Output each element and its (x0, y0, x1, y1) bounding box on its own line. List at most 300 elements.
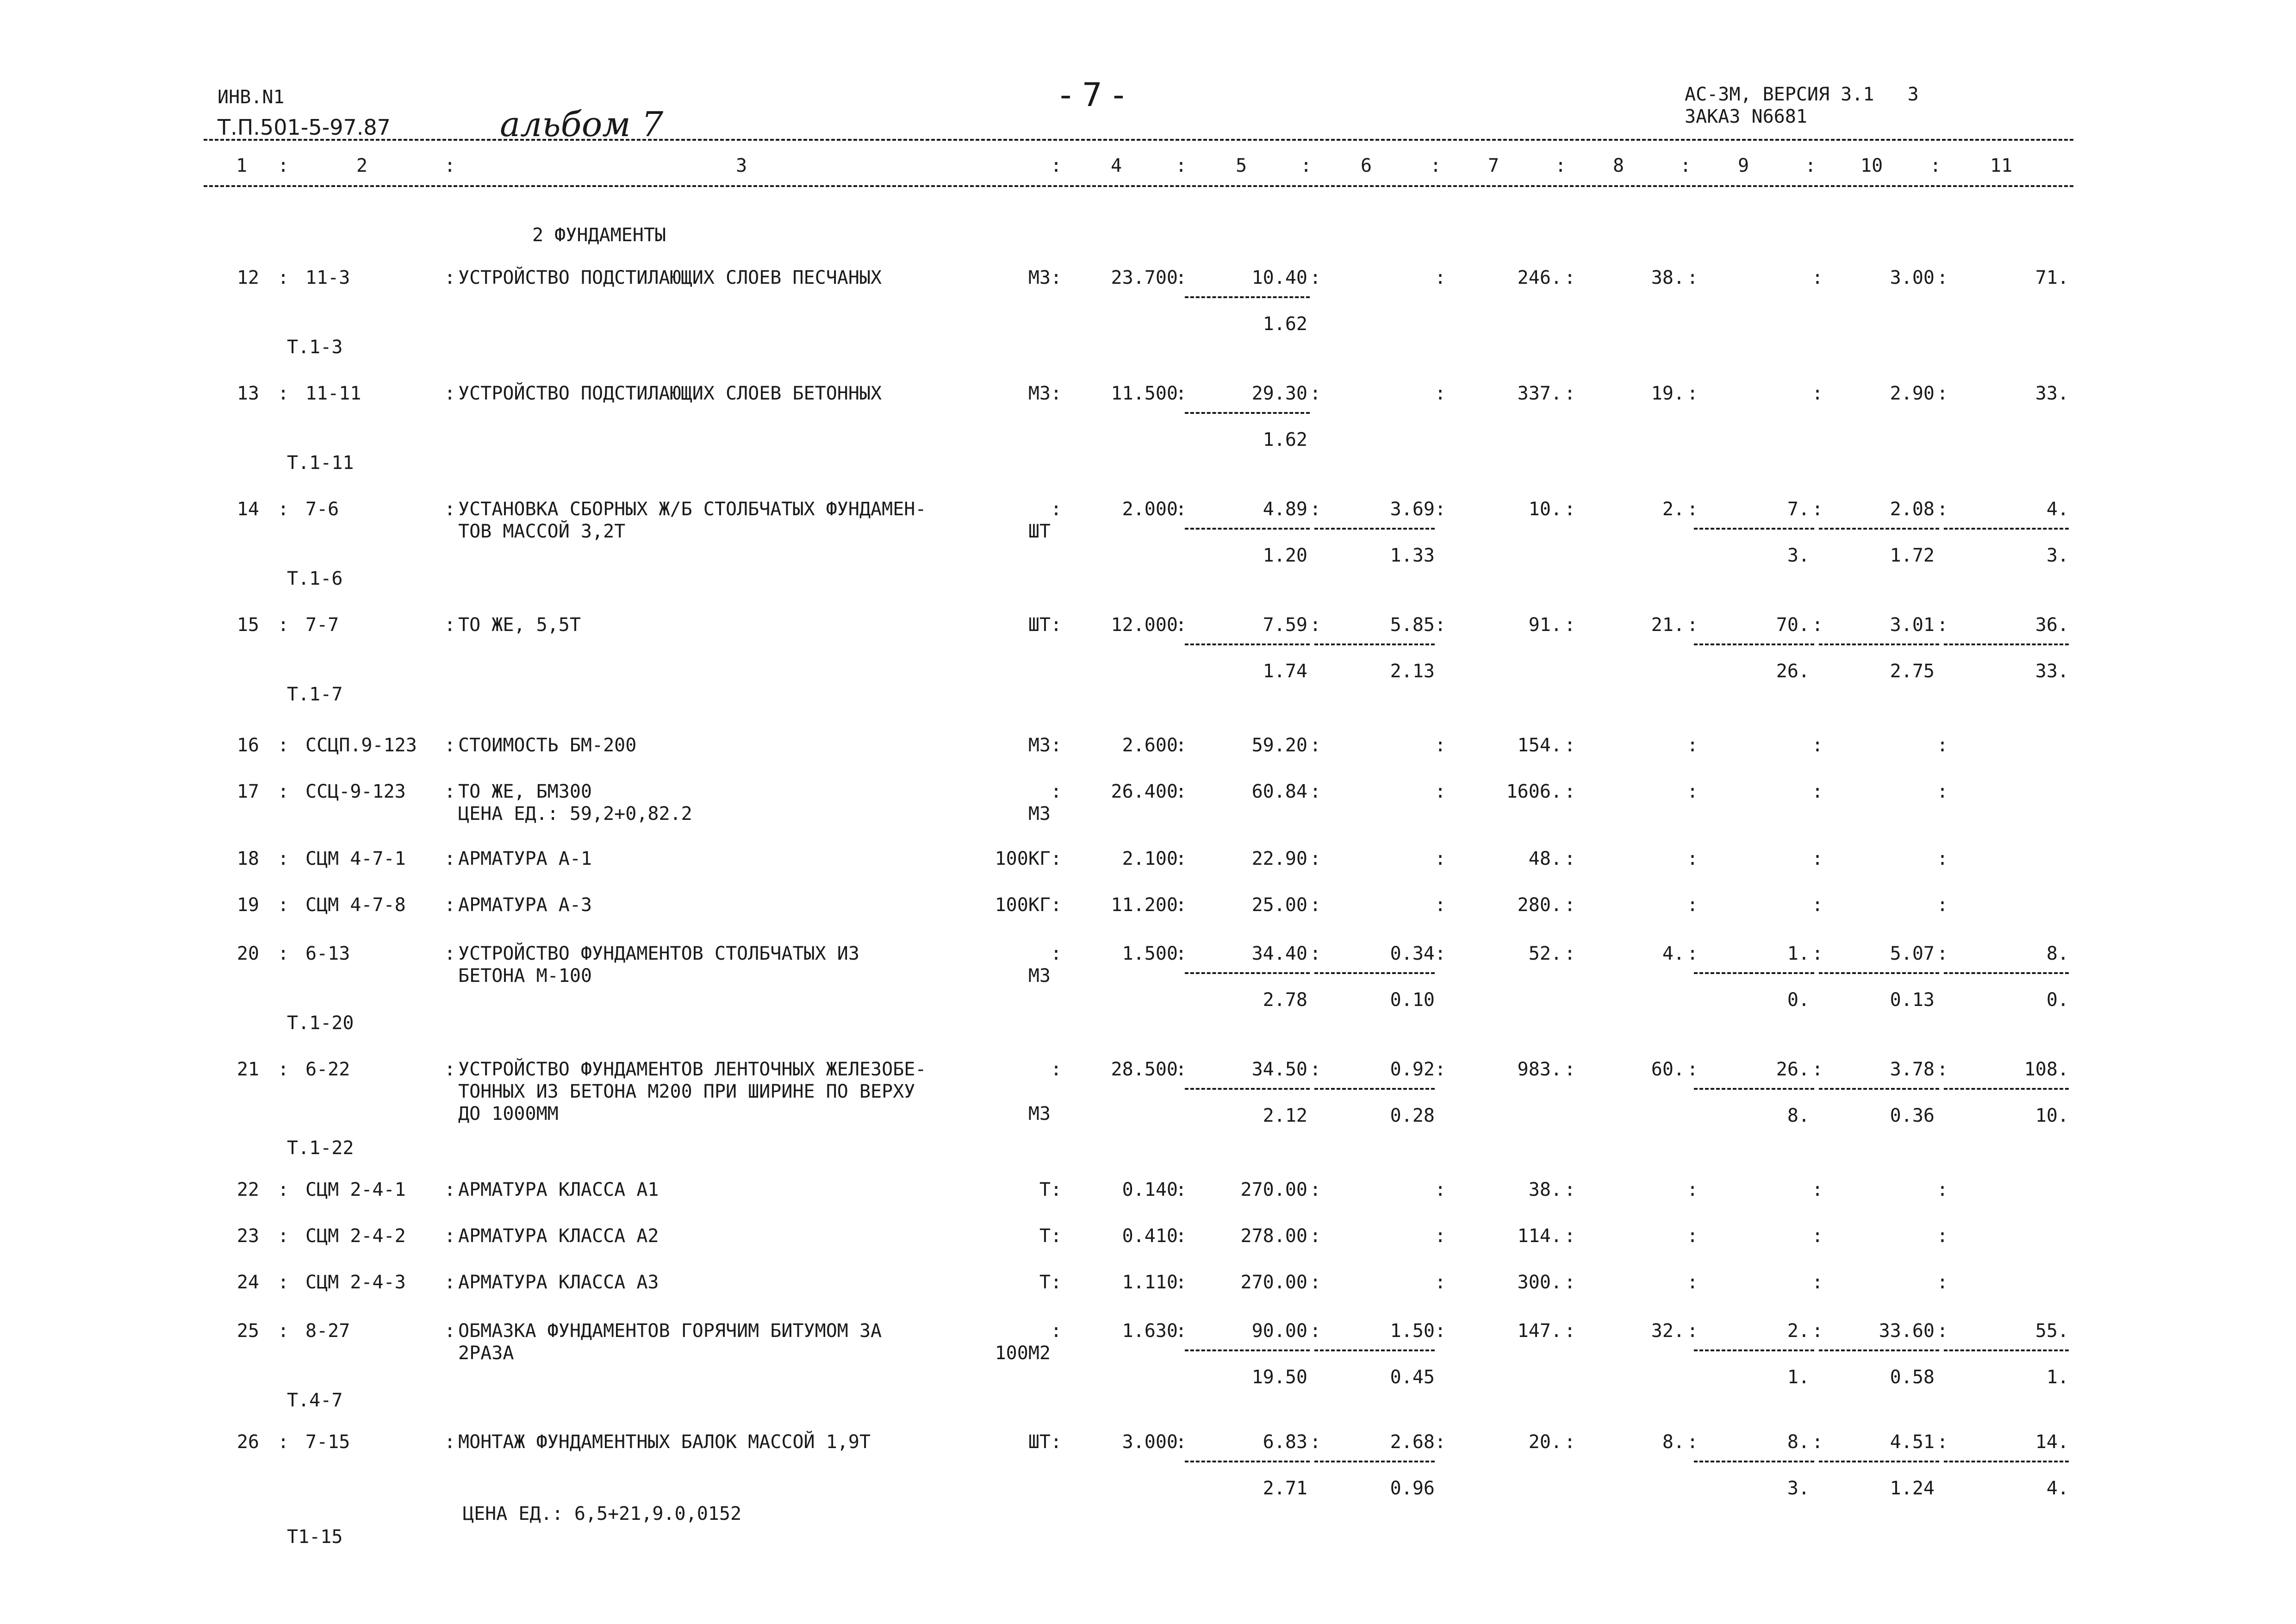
norm-code: 7-6 (305, 499, 339, 520)
column-separator: : (1687, 894, 1699, 916)
machine-total: 70. (1776, 614, 1810, 636)
column-separator: : (1937, 1059, 1948, 1080)
column-separator: : (1687, 1179, 1699, 1200)
reference-code: Т.4-7 (287, 1390, 343, 1411)
unit-cost-wages: 1.74 (1263, 661, 1307, 682)
machine-total-wages: 3. (1787, 1478, 1810, 1499)
labor-cost: 2. (1662, 499, 1685, 520)
unit-cost-wages: 2.78 (1263, 989, 1307, 1011)
norm-code: 11-11 (305, 383, 361, 404)
quantity: 0.140 (1122, 1179, 1178, 1200)
machine-cost-wages: 0.45 (1390, 1367, 1435, 1388)
column-separator: : (278, 781, 289, 802)
column-separator: : (1176, 1179, 1187, 1200)
column-separator: : (1687, 499, 1699, 520)
unit: М3 (1028, 267, 1051, 288)
work-description: УСТАНОВКА СБОРНЫХ Ж/Б СТОЛБЧАТЫХ ФУНДАМЕН- (458, 499, 927, 520)
column-separator: : (1176, 1272, 1187, 1293)
cell-divider (1185, 412, 1310, 414)
work-description: УСТРОЙСТВО ФУНДАМЕНТОВ СТОЛБЧАТЫХ ИЗ (458, 943, 859, 964)
column-separator: : (1812, 894, 1823, 916)
labor-total: 33. (2035, 383, 2069, 404)
column-separator: : (1812, 499, 1823, 520)
column-separator: : (1937, 943, 1948, 964)
column-separator: : (1435, 1272, 1446, 1293)
column-separator: : (1051, 499, 1062, 520)
unit-cost: 6.83 (1263, 1431, 1307, 1453)
unit-cost-wages: 1.62 (1263, 429, 1307, 450)
column-separator: : (1051, 1272, 1062, 1293)
work-description: АРМАТУРА А-1 (458, 848, 592, 869)
column-separator: : (1812, 614, 1823, 636)
work-description: ОБМАЗКА ФУНДАМЕНТОВ ГОРЯЧИМ БИТУМОМ ЗА (458, 1320, 882, 1342)
quantity: 23.700 (1111, 267, 1178, 288)
labor-total-wages: 3. (2046, 545, 2069, 566)
column-separator: : (1687, 383, 1699, 404)
machine-cost: 1.50 (1390, 1320, 1435, 1342)
labor-total-wages: 4. (2046, 1478, 2069, 1499)
unit: М3 (1028, 1103, 1051, 1124)
work-description: АРМАТУРА КЛАССА А2 (458, 1225, 659, 1247)
reference-code: Т.1-20 (287, 1012, 354, 1034)
cell-divider (1944, 528, 2069, 530)
column-separator: : (1687, 781, 1699, 802)
cell-divider (1185, 643, 1310, 645)
total-cost: 1606. (1506, 781, 1562, 802)
column-separator: : (278, 894, 289, 916)
column-number: 10 (1860, 155, 1883, 176)
column-separator: : (1051, 1225, 1062, 1247)
quantity: 0.410 (1122, 1225, 1178, 1247)
column-separator: : (1812, 383, 1823, 404)
column-separator: : (1812, 1320, 1823, 1342)
unit: ШТ (1028, 614, 1051, 636)
column-separator: : (1051, 1431, 1062, 1453)
column-separator: : (1435, 499, 1446, 520)
column-separator: : (1564, 1179, 1576, 1200)
cell-divider (1944, 1461, 2069, 1462)
total-cost: 52. (1528, 943, 1562, 964)
machine-total-wages: 26. (1776, 661, 1810, 682)
machine-cost-wages: 0.96 (1390, 1478, 1435, 1499)
cell-divider (1314, 1349, 1435, 1351)
unit: 100КГ (995, 894, 1051, 916)
machine-total: 2. (1787, 1320, 1810, 1342)
work-description: АРМАТУРА А-3 (458, 894, 592, 916)
work-description: МОНТАЖ ФУНДАМЕНТНЫХ БАЛОК МАССОЙ 1,9Т (458, 1431, 871, 1453)
column-separator: : (444, 1225, 456, 1247)
column-separator: : (1051, 848, 1062, 869)
labor-hours: 33.60 (1879, 1320, 1935, 1342)
machine-cost-wages: 0.28 (1390, 1105, 1435, 1126)
column-separator: : (1310, 1225, 1321, 1247)
reference-code: Т.1-22 (287, 1137, 354, 1159)
labor-hours: 3.78 (1890, 1059, 1935, 1080)
unit: М3 (1028, 383, 1051, 404)
column-separator: : (1687, 1431, 1699, 1453)
row-number: 19 (236, 894, 259, 916)
machine-total-wages: 3. (1787, 545, 1810, 566)
total-cost: 154. (1517, 735, 1562, 756)
machine-cost: 2.68 (1390, 1431, 1435, 1453)
footer-ref: Т1-15 (287, 1526, 343, 1548)
cell-divider (1944, 1088, 2069, 1090)
column-separator: : (444, 614, 456, 636)
cell-divider (1185, 1349, 1310, 1351)
column-separator: : (1435, 614, 1446, 636)
column-separator: : (278, 1225, 289, 1247)
column-separator: : (1176, 614, 1187, 636)
column-separator: : (1310, 1320, 1321, 1342)
column-separator: : (1937, 1272, 1948, 1293)
unit-cost: 10.40 (1251, 267, 1307, 288)
cell-divider (1314, 1088, 1435, 1090)
column-separator: : (444, 1059, 456, 1080)
column-separator: : (1051, 1179, 1062, 1200)
cell-divider (1819, 1088, 1939, 1090)
total-cost: 48. (1528, 848, 1562, 869)
work-description: ДО 1000ММ (458, 1103, 559, 1124)
cell-divider (1694, 528, 1814, 530)
column-separator: : (1937, 267, 1948, 288)
machine-cost-wages: 1.33 (1390, 545, 1435, 566)
column-separator: : (1687, 848, 1699, 869)
quantity: 1.630 (1122, 1320, 1178, 1342)
work-description: ТО ЖЕ, БМ300 (458, 781, 592, 802)
labor-total: 71. (2035, 267, 2069, 288)
work-description: СТОИМОСТЬ БМ-200 (458, 735, 637, 756)
column-separator: : (1937, 1431, 1948, 1453)
column-separator: : (1564, 781, 1576, 802)
column-separator: : (1812, 848, 1823, 869)
column-separator: : (1812, 1431, 1823, 1453)
column-separator: : (1051, 894, 1062, 916)
column-separator: : (1176, 735, 1187, 756)
machine-cost: 3.69 (1390, 499, 1435, 520)
work-description: 2РАЗА (458, 1343, 514, 1364)
machine-total-wages: 0. (1787, 989, 1810, 1011)
labor-total-wages: 1. (2046, 1367, 2069, 1388)
labor-hours: 5.07 (1890, 943, 1935, 964)
cell-divider (1314, 1461, 1435, 1462)
quantity: 2.600 (1122, 735, 1178, 756)
labor-hours-wages: 0.13 (1890, 989, 1935, 1011)
column-separator: : (1435, 1179, 1446, 1200)
labor-cost: 19. (1651, 383, 1685, 404)
column-separator: : (444, 1320, 456, 1342)
unit-cost: 270.00 (1240, 1272, 1307, 1293)
reference-code: Т.1-7 (287, 684, 343, 705)
column-separator: : (1687, 614, 1699, 636)
unit-cost: 60.84 (1251, 781, 1307, 802)
column-separator: : (1937, 894, 1948, 916)
norm-code: 11-3 (305, 267, 350, 288)
cell-divider (1314, 643, 1435, 645)
column-separator: : (444, 1179, 456, 1200)
column-separator: : (1937, 735, 1948, 756)
row-number: 20 (236, 943, 259, 964)
column-separator: : (444, 735, 456, 756)
unit-cost-wages: 2.12 (1263, 1105, 1307, 1126)
quantity: 1.110 (1122, 1272, 1178, 1293)
cell-divider (1314, 528, 1435, 530)
labor-total-wages: 33. (2035, 661, 2069, 682)
row-number: 15 (236, 614, 259, 636)
total-cost: 983. (1517, 1059, 1562, 1080)
column-separator: : (1812, 267, 1823, 288)
norm-code: 6-13 (305, 943, 350, 964)
column-number: 3 (736, 155, 747, 176)
unit-cost: 34.50 (1251, 1059, 1307, 1080)
machine-total: 7. (1787, 499, 1810, 520)
labor-cost: 60. (1651, 1059, 1685, 1080)
column-number: 11 (1990, 155, 2013, 176)
total-cost: 10. (1528, 499, 1562, 520)
unit: М3 (1028, 965, 1051, 987)
machine-cost-wages: 2.13 (1390, 661, 1435, 682)
cell-divider (1694, 1349, 1814, 1351)
row-number: 18 (236, 848, 259, 869)
tp-number: Т.П.501-5-97.87 (218, 115, 391, 140)
reference-code: Т.1-3 (287, 337, 343, 358)
labor-hours-wages: 0.36 (1890, 1105, 1935, 1126)
unit-cost: 90.00 (1251, 1320, 1307, 1342)
machine-total: 1. (1787, 943, 1810, 964)
labor-hours: 3.01 (1890, 614, 1935, 636)
column-separator: : (278, 383, 289, 404)
machine-total: 8. (1787, 1431, 1810, 1453)
column-separator: : (1176, 894, 1187, 916)
column-separator: : (1435, 848, 1446, 869)
norm-code: СЦМ 4-7-8 (305, 894, 406, 916)
total-cost: 91. (1528, 614, 1562, 636)
labor-total: 4. (2046, 499, 2069, 520)
cell-divider (1694, 643, 1814, 645)
cell-divider (1819, 1349, 1939, 1351)
unit-cost: 278.00 (1240, 1225, 1307, 1247)
work-description: УСТРОЙСТВО ПОДСТИЛАЮЩИХ СЛОЕВ БЕТОННЫХ (458, 383, 882, 404)
column-separator: : (1176, 1225, 1187, 1247)
column-number: 8 (1613, 155, 1624, 176)
column-separator: : (1937, 1179, 1948, 1200)
column-separator: : (278, 499, 289, 520)
row-number: 24 (236, 1272, 259, 1293)
unit: Т (1039, 1179, 1051, 1200)
column-separator: : (1176, 1059, 1187, 1080)
column-separator: : (1937, 781, 1948, 802)
labor-hours-wages: 1.72 (1890, 545, 1935, 566)
column-separator: : (278, 614, 289, 636)
column-separator: : (1812, 1059, 1823, 1080)
column-separator: : (1176, 943, 1187, 964)
column-separator: : (1176, 155, 1187, 176)
column-separator: : (278, 848, 289, 869)
column-separator: : (444, 781, 456, 802)
unit-cost-wages: 1.20 (1263, 545, 1307, 566)
labor-cost: 21. (1651, 614, 1685, 636)
labor-cost: 32. (1651, 1320, 1685, 1342)
cell-divider (1185, 296, 1310, 298)
column-number: 5 (1236, 155, 1247, 176)
column-separator: : (1564, 383, 1576, 404)
unit-cost-wages: 1.62 (1263, 313, 1307, 335)
column-separator: : (444, 1272, 456, 1293)
column-separator: : (444, 894, 456, 916)
unit: 100КГ (995, 848, 1051, 869)
column-separator: : (1687, 943, 1699, 964)
unit-cost: 59.20 (1251, 735, 1307, 756)
cell-divider (1819, 1461, 1939, 1462)
labor-total: 14. (2035, 1431, 2069, 1453)
total-cost: 337. (1517, 383, 1562, 404)
total-cost: 20. (1528, 1431, 1562, 1453)
column-separator: : (1310, 614, 1321, 636)
column-separator: : (1812, 1225, 1823, 1247)
column-separator: : (1435, 1059, 1446, 1080)
column-separator: : (444, 848, 456, 869)
column-separator: : (1805, 155, 1817, 176)
column-separator: : (1051, 267, 1062, 288)
column-separator: : (1310, 943, 1321, 964)
page-number: - 7 - (1060, 76, 1125, 114)
cell-divider (1694, 1461, 1814, 1462)
column-separator: : (1564, 1272, 1576, 1293)
column-separator: : (1687, 1272, 1699, 1293)
machine-cost: 0.92 (1390, 1059, 1435, 1080)
machine-total: 26. (1776, 1059, 1810, 1080)
machine-cost-wages: 0.10 (1390, 989, 1435, 1011)
column-number: 1 (236, 155, 248, 176)
column-separator: : (1051, 735, 1062, 756)
norm-code: ССЦП.9-123 (305, 735, 417, 756)
row-number: 22 (236, 1179, 259, 1200)
labor-hours-wages: 2.75 (1890, 661, 1935, 682)
column-separator: : (278, 267, 289, 288)
cell-divider (1185, 528, 1310, 530)
column-separator: : (1564, 1225, 1576, 1247)
row-number: 17 (236, 781, 259, 802)
unit: М3 (1028, 803, 1051, 824)
column-separator: : (1812, 735, 1823, 756)
norm-code: 7-15 (305, 1431, 350, 1453)
labor-hours-wages: 0.58 (1890, 1367, 1935, 1388)
total-cost: 280. (1517, 894, 1562, 916)
work-description: БЕТОНА М-100 (458, 965, 592, 987)
column-separator: : (1310, 383, 1321, 404)
labor-hours: 3.00 (1890, 267, 1935, 288)
column-separator: : (1430, 155, 1442, 176)
column-separator: : (1564, 267, 1576, 288)
total-cost: 246. (1517, 267, 1562, 288)
norm-code: СЦМ 2-4-3 (305, 1272, 406, 1293)
column-separator: : (1176, 848, 1187, 869)
column-separator: : (1310, 1179, 1321, 1200)
cell-divider (1944, 1349, 2069, 1351)
total-cost: 147. (1517, 1320, 1562, 1342)
labor-total-wages: 0. (2046, 989, 2069, 1011)
reference-code: Т.1-11 (287, 452, 354, 474)
cell-divider (1185, 972, 1310, 974)
labor-total: 55. (2035, 1320, 2069, 1342)
norm-code: 7-7 (305, 614, 339, 636)
quantity: 2.000 (1122, 499, 1178, 520)
total-cost: 114. (1517, 1225, 1562, 1247)
unit-cost-wages: 2.71 (1263, 1478, 1307, 1499)
column-separator: : (1564, 1059, 1576, 1080)
header-rule-top (204, 139, 2073, 141)
labor-total: 108. (2024, 1059, 2069, 1080)
unit-cost: 29.30 (1251, 383, 1307, 404)
column-separator: : (278, 155, 289, 176)
column-separator: : (1435, 735, 1446, 756)
total-cost: 38. (1528, 1179, 1562, 1200)
row-number: 21 (236, 1059, 259, 1080)
column-separator: : (1051, 781, 1062, 802)
cell-divider (1944, 643, 2069, 645)
column-number: 4 (1111, 155, 1122, 176)
column-separator: : (1435, 1431, 1446, 1453)
unit: Т (1039, 1272, 1051, 1293)
column-separator: : (1812, 1272, 1823, 1293)
labor-cost: 4. (1662, 943, 1685, 964)
column-separator: : (1564, 499, 1576, 520)
column-separator: : (1310, 1272, 1321, 1293)
column-separator: : (1937, 499, 1948, 520)
column-separator: : (1555, 155, 1567, 176)
labor-hours: 2.08 (1890, 499, 1935, 520)
work-description: ТОВ МАССОЙ 3,2Т (458, 521, 626, 542)
inventory-number: ИНВ.N1 (218, 87, 285, 108)
column-separator: : (1310, 499, 1321, 520)
column-separator: : (1564, 894, 1576, 916)
column-separator: : (1051, 1320, 1062, 1342)
album-label: альбом 7 (500, 105, 664, 144)
column-separator: : (1310, 267, 1321, 288)
unit: Т (1039, 1225, 1051, 1247)
column-separator: : (1930, 155, 1941, 176)
order-number: ЗАКАЗ N6681 (1685, 106, 1807, 127)
machine-cost: 5.85 (1390, 614, 1435, 636)
labor-cost: 8. (1662, 1431, 1685, 1453)
column-separator: : (1435, 1225, 1446, 1247)
column-separator: : (1680, 155, 1692, 176)
cell-divider (1185, 1461, 1310, 1462)
cell-divider (1694, 1088, 1814, 1090)
unit-cost: 270.00 (1240, 1179, 1307, 1200)
column-number: 6 (1361, 155, 1372, 176)
column-separator: : (1435, 894, 1446, 916)
quantity: 11.200 (1111, 894, 1178, 916)
quantity: 28.500 (1111, 1059, 1178, 1080)
quantity: 26.400 (1111, 781, 1178, 802)
cell-divider (1819, 972, 1939, 974)
unit: 100М2 (995, 1343, 1051, 1364)
column-separator: : (1564, 614, 1576, 636)
unit: ШТ (1028, 521, 1051, 542)
column-separator: : (444, 499, 456, 520)
column-separator: : (1051, 943, 1062, 964)
unit: ШТ (1028, 1431, 1051, 1453)
column-separator: : (1937, 848, 1948, 869)
column-separator: : (1687, 1059, 1699, 1080)
column-separator: : (1051, 383, 1062, 404)
column-separator: : (1435, 1320, 1446, 1342)
cell-divider (1944, 972, 2069, 974)
column-separator: : (1435, 943, 1446, 964)
column-separator: : (1435, 267, 1446, 288)
work-description: ТОННЫХ ИЗ БЕТОНА М200 ПРИ ШИРИНЕ ПО ВЕРХУ (458, 1081, 915, 1102)
work-description: АРМАТУРА КЛАССА А3 (458, 1272, 659, 1293)
